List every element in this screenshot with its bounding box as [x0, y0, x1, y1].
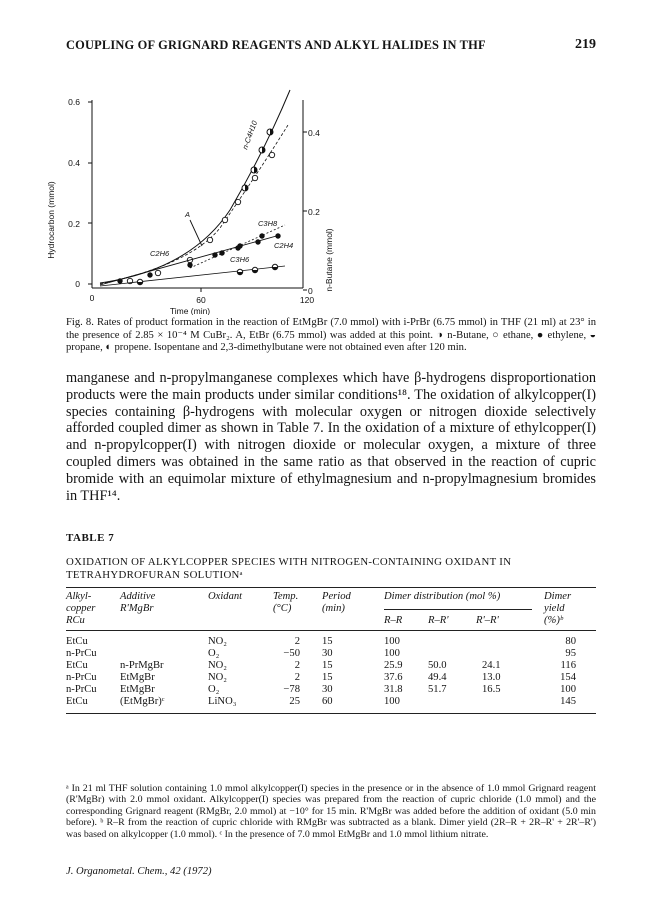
x-axis-label: Time (min) — [169, 306, 211, 315]
curve-label-a: A — [185, 210, 191, 219]
col-header-temp: (°C) — [273, 603, 292, 614]
cell-temp: 2 — [294, 672, 300, 683]
table-row — [66, 636, 596, 648]
cell-oxidant: O₂ — [208, 648, 220, 659]
cell-period: 15 — [322, 672, 333, 683]
cell-rcu: n-PrCu — [66, 684, 97, 695]
cell-yield: 154 — [560, 672, 576, 683]
left-tick-label: 0.2 — [68, 219, 80, 229]
col-header-alkylcopper: Alkyl- — [66, 591, 92, 602]
cell-period: 60 — [322, 696, 333, 707]
table-footnote: ᵃ In 21 ml THF solution containing 1.0 mmol alkylcopper(I) species in the presence or in the absence of 1.0 mmol Grignard reagent (R'MgBr) with 2.0 mmol oxidant. Alkylcopper(I) species was prepared from the reaction of cupric chloride (1.0 mmol) and the corresponding Grignard reagent (RMgBr, 2.0 mmol) at −10° for 15 min. R'MgBr was added before the addition of oxidant (5.0 min before). ᵇ R–R from the reaction of cupric chloride with RMgBr was subtracted as a blank. Dimer yield (2R–R + 2R–R' + 2R'–R') was based on alkylcopper (1.0 mmol). ᶜ In the presence of 7.0 mmol EtMgBr and 1.0 mmol lithium nitrate. — [66, 783, 596, 840]
cell-r1r1: 16.5 — [482, 684, 501, 695]
cell-additive: (EtMgBr)ᶜ — [120, 696, 165, 707]
cell-rcu: EtCu — [66, 660, 88, 671]
table-title: OXIDATION OF ALKYLCOPPER SPECIES WITH NITROGEN-CONTAINING OXIDANT IN TETRAHYDROFURAN SOLUTIONᵃ — [66, 556, 512, 581]
col-header-temp: Temp. — [273, 591, 299, 602]
cell-temp: 2 — [294, 660, 300, 671]
left-tick-label: 0.4 — [68, 158, 80, 168]
left-tick-label: 0 — [75, 279, 80, 289]
cell-rcu: EtCu — [66, 696, 88, 707]
ethylene-points — [117, 233, 280, 283]
cell-temp: −50 — [283, 648, 300, 659]
cell-yield: 100 — [560, 684, 576, 695]
cell-rr: 100 — [384, 696, 400, 707]
cell-rr: 31.8 — [384, 684, 403, 695]
x-tick-label: 0 — [89, 293, 95, 303]
right-tick-label: 0 — [308, 286, 313, 296]
cell-r1r1: 24.1 — [482, 660, 501, 671]
right-axis-label: n-Butane (mmol) — [324, 228, 334, 292]
page-header — [66, 38, 596, 58]
table-row — [66, 696, 596, 708]
body-paragraph: manganese and n-propylmanganese complexes which have β-hydrogens disproportionation products were the main products under similar conditions¹⁸. The oxidation of alkylcopper(I) species containing β-hydrogens with molecular oxygen or nitrogen dioxide selectively afforded coupled dimer as shown in Table 7. In the oxidation of a mixture of ethylcopper(I) and n-propylcopper(I) with nitrogen dioxide or molecular oxygen, a mixture of three coupled dimers was obtained in the same ratio as that observed in the reaction of cupric bromide with an equimolar mixture of ethylmagnesium and n-propylmagnesium bromides in THF¹⁴. — [66, 370, 596, 504]
figure-plot — [40, 70, 360, 315]
col-header-rr1: R–R' — [428, 615, 449, 626]
x-tick-label: 120 — [299, 295, 315, 305]
dimer-group-rule — [384, 609, 532, 610]
ethylene-curve — [100, 235, 280, 285]
cell-oxidant: NO₂ — [208, 660, 227, 671]
axes — [88, 100, 307, 292]
cell-oxidant: O₂ — [208, 684, 220, 695]
col-header-yield: (%)ᵇ — [544, 615, 563, 626]
n-butane-curve — [100, 90, 290, 283]
cell-rr1: 51.7 — [428, 684, 447, 695]
cell-rr1: 50.0 — [428, 660, 447, 671]
curve-label-propane: C3H8 — [258, 219, 278, 228]
cell-additive: n-PrMgBr — [120, 660, 164, 671]
cell-temp: 25 — [289, 696, 300, 707]
cell-oxidant: LiNO₃ — [208, 696, 237, 707]
table-header-rule — [66, 630, 596, 631]
table-top-rule — [66, 587, 596, 588]
curve-label-ethylene: C2H4 — [274, 241, 294, 250]
cell-rr: 37.6 — [384, 672, 403, 683]
cell-oxidant: NO₂ — [208, 672, 227, 683]
col-header-yield: Dimer — [544, 591, 572, 602]
journal-reference: J. Organometal. Chem., 42 (1972) — [66, 866, 212, 877]
cell-period: 30 — [322, 684, 333, 695]
right-tick-label: 0.2 — [308, 207, 320, 217]
cell-temp: 2 — [294, 636, 300, 647]
cell-period: 15 — [322, 660, 333, 671]
curve-label-propene: C3H6 — [230, 255, 250, 264]
x-tick-label: 60 — [196, 295, 206, 305]
table-row — [66, 684, 596, 696]
left-tick-label: 0.6 — [68, 97, 80, 107]
cell-temp: −78 — [283, 684, 300, 695]
cell-additive: EtMgBr — [120, 672, 155, 683]
cell-rcu: n-PrCu — [66, 672, 97, 683]
col-header-period: Period — [322, 591, 351, 602]
col-header-yield: yield — [544, 603, 565, 614]
left-axis-label: Hydrocarbon (mmol) — [46, 181, 56, 259]
cell-oxidant: NO₂ — [208, 636, 227, 647]
cell-rcu: EtCu — [66, 636, 88, 647]
table-label: TABLE 7 — [66, 532, 115, 544]
cell-rcu: n-PrCu — [66, 648, 97, 659]
col-header-oxidant: Oxidant — [208, 591, 243, 602]
cell-yield: 80 — [565, 636, 576, 647]
cell-period: 15 — [322, 636, 333, 647]
table-row — [66, 660, 596, 672]
cell-rr: 100 — [384, 648, 400, 659]
col-header-additive: R'MgBr — [120, 603, 154, 614]
figure-caption: Fig. 8. Rates of product formation in the reaction of EtMgBr (7.0 mmol) with i-PrBr (6.75 mmol) in THF (21 ml) at 23° in the presence of 2.85 × 10⁻⁴ M CuBr₂. A, EtBr (6.75 mmol) was added at this point. ◑ n-Butane, ○ ethane, ● ethylene, ◒ propane, ◐ propene. Isopentane and 2,3-dimethylbutane were not obtained even after 120 min. — [66, 317, 596, 354]
table-bottom-rule — [66, 713, 596, 714]
cell-yield: 145 — [560, 696, 576, 707]
arrow-a — [190, 220, 202, 246]
col-header-alkylcopper: RCu — [66, 615, 85, 626]
table-row — [66, 672, 596, 684]
col-header-r1r1: R'–R' — [476, 615, 499, 626]
col-header-rr: R–R — [384, 615, 403, 626]
col-header-period: (min) — [322, 603, 345, 614]
cell-rr1: 49.4 — [428, 672, 447, 683]
col-header-dimer-distribution: Dimer distribution (mol %) — [384, 591, 501, 602]
right-tick-label: 0.4 — [308, 128, 320, 138]
table-row — [66, 648, 596, 660]
cell-yield: 95 — [565, 648, 576, 659]
cell-yield: 116 — [560, 660, 576, 671]
running-title: COUPLING OF GRIGNARD REAGENTS AND ALKYL HALIDES IN THF — [66, 38, 486, 52]
curve-label-butane: n-C4H10 — [240, 119, 260, 151]
col-header-additive: Additive — [120, 591, 156, 602]
col-header-alkylcopper: copper — [66, 603, 96, 614]
figure-8 — [40, 70, 360, 315]
cell-r1r1: 13.0 — [482, 672, 501, 683]
cell-additive: EtMgBr — [120, 684, 155, 695]
cell-rr: 25.9 — [384, 660, 403, 671]
curve-label-ethane: C2H6 — [150, 249, 170, 258]
page-number: 219 — [575, 37, 596, 52]
cell-period: 30 — [322, 648, 333, 659]
cell-rr: 100 — [384, 636, 400, 647]
